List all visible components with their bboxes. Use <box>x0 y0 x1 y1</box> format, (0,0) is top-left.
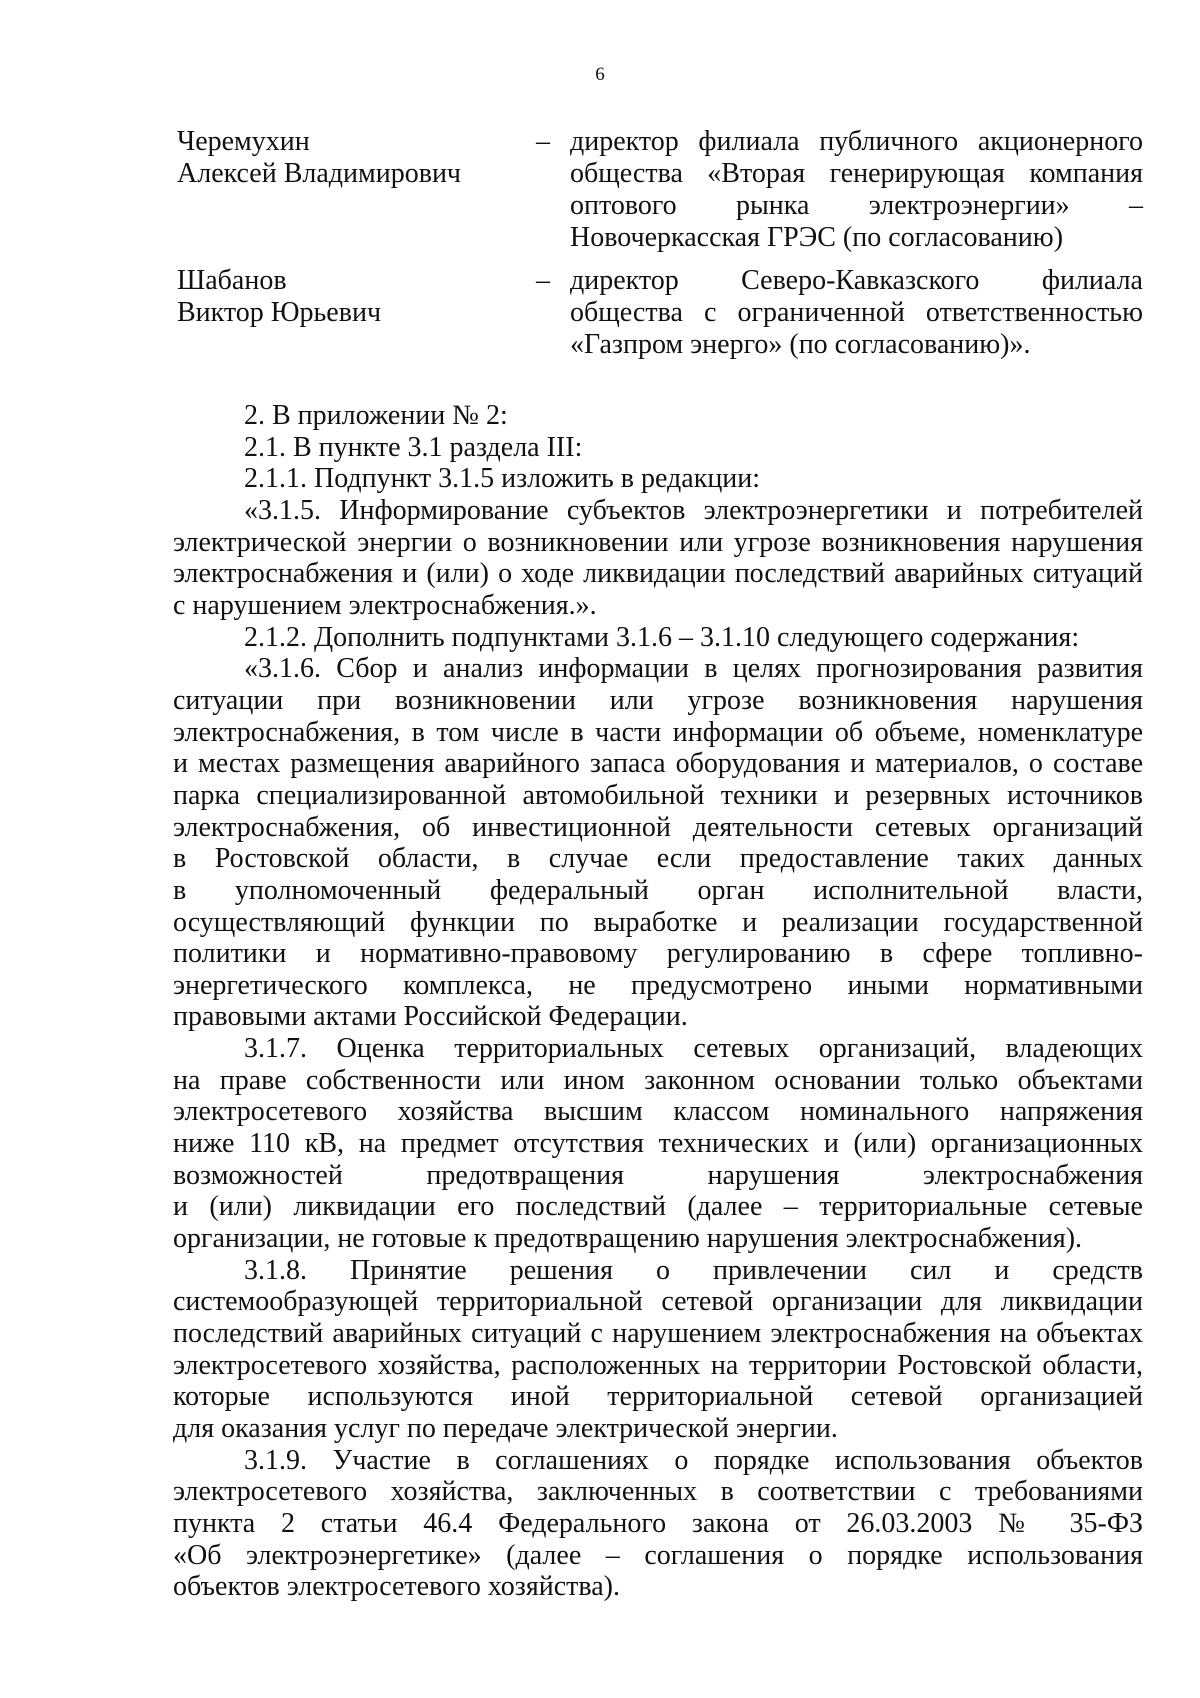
paragraph-line: системообразующей территориальной сетевой организации для ликвидации <box>173 1286 1143 1318</box>
paragraph-line: возможностей предотвращения нарушения электроснабжения <box>173 1159 1143 1191</box>
signatory-given-names: Виктор Юрьевич <box>177 297 382 328</box>
paragraph-line: последствий аварийных ситуаций с нарушением электроснабжения на объектах <box>173 1318 1143 1350</box>
signatory-entry <box>177 126 1143 256</box>
paragraph <box>173 400 1143 432</box>
paragraph-line: и местах размещения аварийного запаса оборудования и материалов, о составе <box>173 748 1143 780</box>
position-line: директор Северо-Кавказского филиала <box>570 265 1143 296</box>
paragraph-line: в уполномоченный федеральный орган исполнительной власти, <box>173 874 1143 906</box>
paragraph-line: электроснабжения и (или) о ходе ликвидации последствий аварийных ситуаций <box>173 558 1143 590</box>
paragraph-line: «Об электроэнергетике» (далее – соглашения о порядке использования <box>173 1539 1143 1571</box>
paragraph <box>173 653 1143 1033</box>
paragraph-line: «3.1.6. Сбор и анализ информации в целях прогнозирования развития <box>244 653 1143 685</box>
paragraph <box>173 495 1143 622</box>
paragraph-line: электросетевого хозяйства, заключенных в соответствии с требованиями <box>173 1476 1143 1508</box>
paragraph-line: и (или) ликвидации его последствий (далее – территориальные сетевые <box>173 1191 1143 1223</box>
signatory-entry <box>177 265 1143 365</box>
paragraph-line: парка специализированной автомобильной техники и резервных источников <box>173 779 1143 811</box>
paragraph-line: 2.1.1. Подпункт 3.1.5 изложить в редакции: <box>244 463 761 495</box>
signatory-position <box>570 126 1143 254</box>
paragraph-line: «3.1.5. Информирование субъектов электроэнергетики и потребителей <box>244 494 1143 526</box>
paragraph-line: ситуации при возникновении или угрозе возникновения нарушения <box>173 684 1143 716</box>
signatory-given-names: Алексей Владимирович <box>177 158 462 189</box>
paragraph-line: энергетического комплекса, не предусмотрено иными нормативными <box>173 969 1143 1001</box>
paragraph-line: организации, не готовые к предотвращению нарушения электроснабжения). <box>173 1223 1083 1255</box>
paragraph <box>173 432 1143 464</box>
position-line: Новочеркасская ГРЭС (по согласованию) <box>570 222 1064 253</box>
position-line: «Газпром энерго» (по согласованию)». <box>570 329 1031 360</box>
paragraph-line: электрической энергии о возникновении или угрозе возникновения нарушения <box>173 526 1143 558</box>
paragraph-line: в Ростовской области, в случае если предоставление таких данных <box>173 843 1143 875</box>
signatory-surname: Черемухин <box>177 126 310 157</box>
paragraph-line: с нарушением электроснабжения.». <box>173 589 597 621</box>
paragraph-line: 2.1.2. Дополнить подпунктами 3.1.6 – 3.1.10 следующего содержания: <box>244 621 1080 653</box>
position-line: оптового рынка электроэнергии» – <box>570 190 1143 221</box>
paragraph-line: 3.1.7. Оценка территориальных сетевых организаций, владеющих <box>244 1033 1143 1065</box>
paragraph-line: 2. В приложении № 2: <box>244 400 508 431</box>
paragraph <box>173 1033 1143 1255</box>
paragraph-line: на праве собственности или ином законном основании только объектами <box>173 1064 1143 1096</box>
document-body <box>173 400 1143 1603</box>
paragraph-line: электросетевого хозяйства высшим классом номинального напряжения <box>173 1096 1143 1128</box>
page-number: 6 <box>595 64 605 85</box>
paragraph-line: пункта 2 статьи 46.4 Федерального закона от 26.03.2003 № 35-ФЗ <box>173 1507 1143 1539</box>
position-line: директор филиала публичного акционерного <box>570 126 1143 157</box>
position-line: общества с ограниченной ответственностью <box>570 297 1143 328</box>
paragraph <box>173 622 1143 654</box>
paragraph <box>173 1255 1143 1445</box>
signatory-name <box>177 265 517 329</box>
signatory-name <box>177 126 517 190</box>
paragraph <box>173 463 1143 495</box>
paragraph <box>173 1445 1143 1603</box>
paragraph-line: ниже 110 кВ, на предмет отсутствия технических и (или) организационных <box>173 1128 1143 1160</box>
paragraph-line: электроснабжения, в том числе в части информации об объеме, номенклатуре <box>173 716 1143 748</box>
paragraph-line: 2.1. В пункте 3.1 раздела III: <box>244 431 583 463</box>
paragraph-line: правовыми актами Российской Федерации. <box>173 1001 688 1033</box>
paragraph-line: осуществляющий функции по выработке и реализации государственной <box>173 906 1143 938</box>
paragraph-line: объектов электросетевого хозяйства). <box>173 1571 621 1603</box>
paragraph-line: электроснабжения, об инвестиционной деятельности сетевых организаций <box>173 811 1143 843</box>
signatory-dash: – <box>536 126 550 157</box>
paragraph-line: политики и нормативно-правовому регулированию в сфере топливно- <box>173 938 1143 970</box>
paragraph-line: для оказания услуг по передаче электрической энергии. <box>173 1413 838 1444</box>
signatory-position <box>570 265 1143 361</box>
paragraph-line: 3.1.9. Участие в соглашениях о порядке использования объектов <box>244 1444 1143 1476</box>
signatory-dash: – <box>536 265 550 296</box>
paragraph-line: которые используются иной территориальной сетевой организацией <box>173 1381 1143 1413</box>
signatory-surname: Шабанов <box>177 265 287 296</box>
position-line: общества «Вторая генерирующая компания <box>570 158 1143 189</box>
paragraph-line: 3.1.8. Принятие решения о привлечении сил и средств <box>244 1254 1143 1286</box>
paragraph-line: электросетевого хозяйства, расположенных на территории Ростовской области, <box>173 1349 1143 1381</box>
